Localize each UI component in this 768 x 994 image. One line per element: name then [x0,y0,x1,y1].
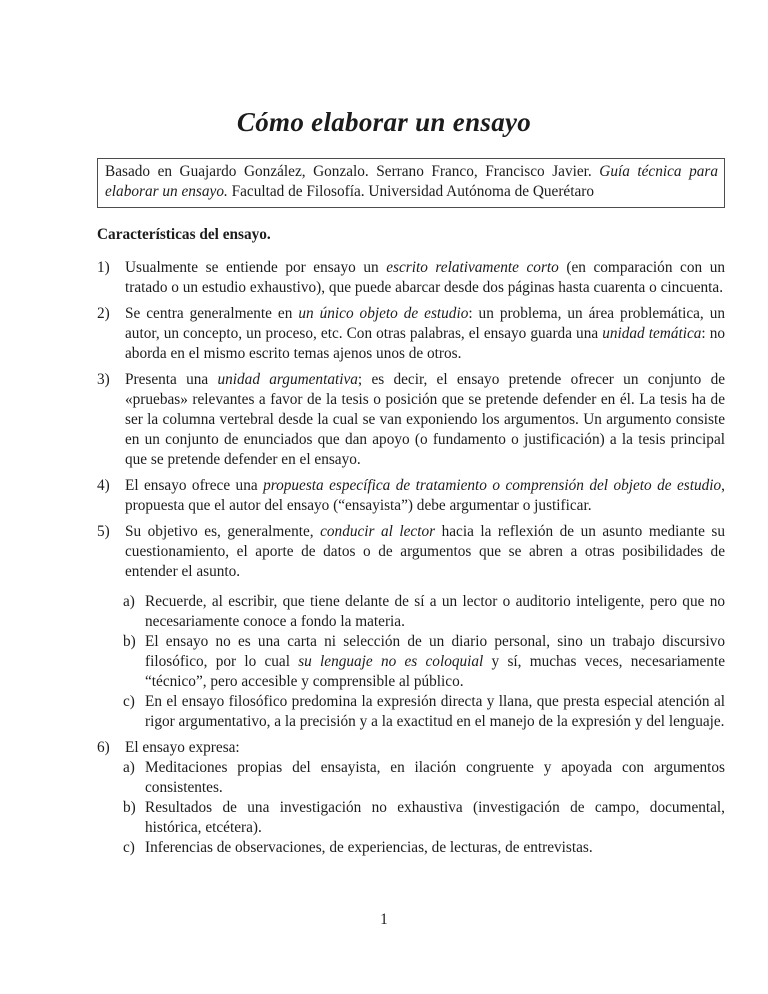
list-item [97,476,725,516]
list-item-text: Se centra generalmente en un único objeto de estudio: un problema, un área problemática, un autor, un concepto, un proceso, etc. Con otras palabras, el ensayo guarda una unidad temática: no aborda en el mismo escrito temas ajenos unos de otros. [125,305,726,362]
sub-list-item [123,798,725,838]
sub-item-letter: b) [123,633,136,650]
sub-item-text: El ensayo no es una carta ni selección de un diario personal, sino un trabajo discursivo filosófico, por lo cual su lenguaje no es coloquial y sí, muchas veces, necesariamente “técnico”, pero accesible y comprensible al público. [145,633,725,690]
sub-list [123,592,725,732]
list-item-number: 4) [97,477,110,494]
list-item [97,522,725,732]
list-item-text: Su objetivo es, generalmente, conducir al lector hacia la reflexión de un asunto mediante su cuestionamiento, el aporte de datos o de argumentos que se abren a otras posibilidades de entender el asunto. [125,523,726,580]
list-item [97,738,725,858]
list-item-text: Usualmente se entiende por ensayo un escrito relativamente corto (en comparación con un tratado o un estudio exhaustivo), que puede abarcar desde dos páginas hasta cuarenta o cincuenta. [125,259,725,296]
list-item [97,304,725,364]
list-item-text: El ensayo expresa: [125,739,240,756]
sub-item-letter: a) [123,759,135,776]
sub-list-item [123,592,725,632]
sub-item-letter: b) [123,799,136,816]
sub-item-text: En el ensayo filosófico predomina la expresión directa y llana, que presta especial atención al rigor argumentativo, a la precisión y a la exactitud en el manejo de la expresión y del lenguaje. [145,693,725,730]
list-item-text: El ensayo ofrece una propuesta específica de tratamiento o comprensión del objeto de estudio, propuesta que el autor del ensayo (“ensayista”) debe argumentar o justificar. [125,477,725,514]
citation-text: Basado en Guajardo González, Gonzalo. Serrano Franco, Francisco Javier. Guía técnica para elaborar un ensayo. Facultad de Filosofía. Universidad Autónoma de Querétaro [105,163,718,200]
citation-box [97,158,725,208]
list-item-number: 5) [97,523,110,540]
sub-item-text: Resultados de una investigación no exhaustiva (investigación de campo, documental, histórica, etcétera). [145,799,725,836]
sub-list-item [123,632,725,692]
list-item-text: Presenta una unidad argumentativa; es decir, el ensayo pretende ofrecer un conjunto de «pruebas» relevantes a favor de la tesis o posición que se pretende defender en él. La tesis ha de ser la columna vertebral desde la cual se van exponiendo los argumentos. Un argumento consiste en un conjunto de enunciados que dan apoyo (o fundamento o justificación) a la tesis principal que se pretende defender en el ensayo. [125,371,726,468]
sub-item-text: Meditaciones propias del ensayista, en ilación congruente y apoyada con argumentos consistentes. [145,759,725,796]
document-title: Cómo elaborar un ensayo [236,107,532,137]
list-item-number: 6) [97,739,110,756]
sub-item-text: Inferencias de observaciones, de experiencias, de lecturas, de entrevistas. [145,839,593,856]
sub-item-letter: c) [123,693,135,710]
sub-item-letter: c) [123,839,135,856]
list-item [97,258,725,298]
sub-item-text: Recuerde, al escribir, que tiene delante de sí a un lector o auditorio inteligente, pero que no necesariamente conoce a fondo la materia. [145,593,725,630]
sub-list [123,758,725,858]
sub-list-item [123,758,725,798]
list-item [97,370,725,470]
sub-list-item [123,692,725,732]
page-number: 1 [380,911,388,928]
sub-list-item [123,838,725,858]
list-item-number: 2) [97,305,110,322]
numbered-list [97,258,725,858]
list-item-number: 1) [97,259,110,276]
sub-item-letter: a) [123,593,135,610]
section-heading: Características del ensayo. [97,226,271,243]
document-body [97,105,725,864]
list-item-number: 3) [97,371,110,388]
